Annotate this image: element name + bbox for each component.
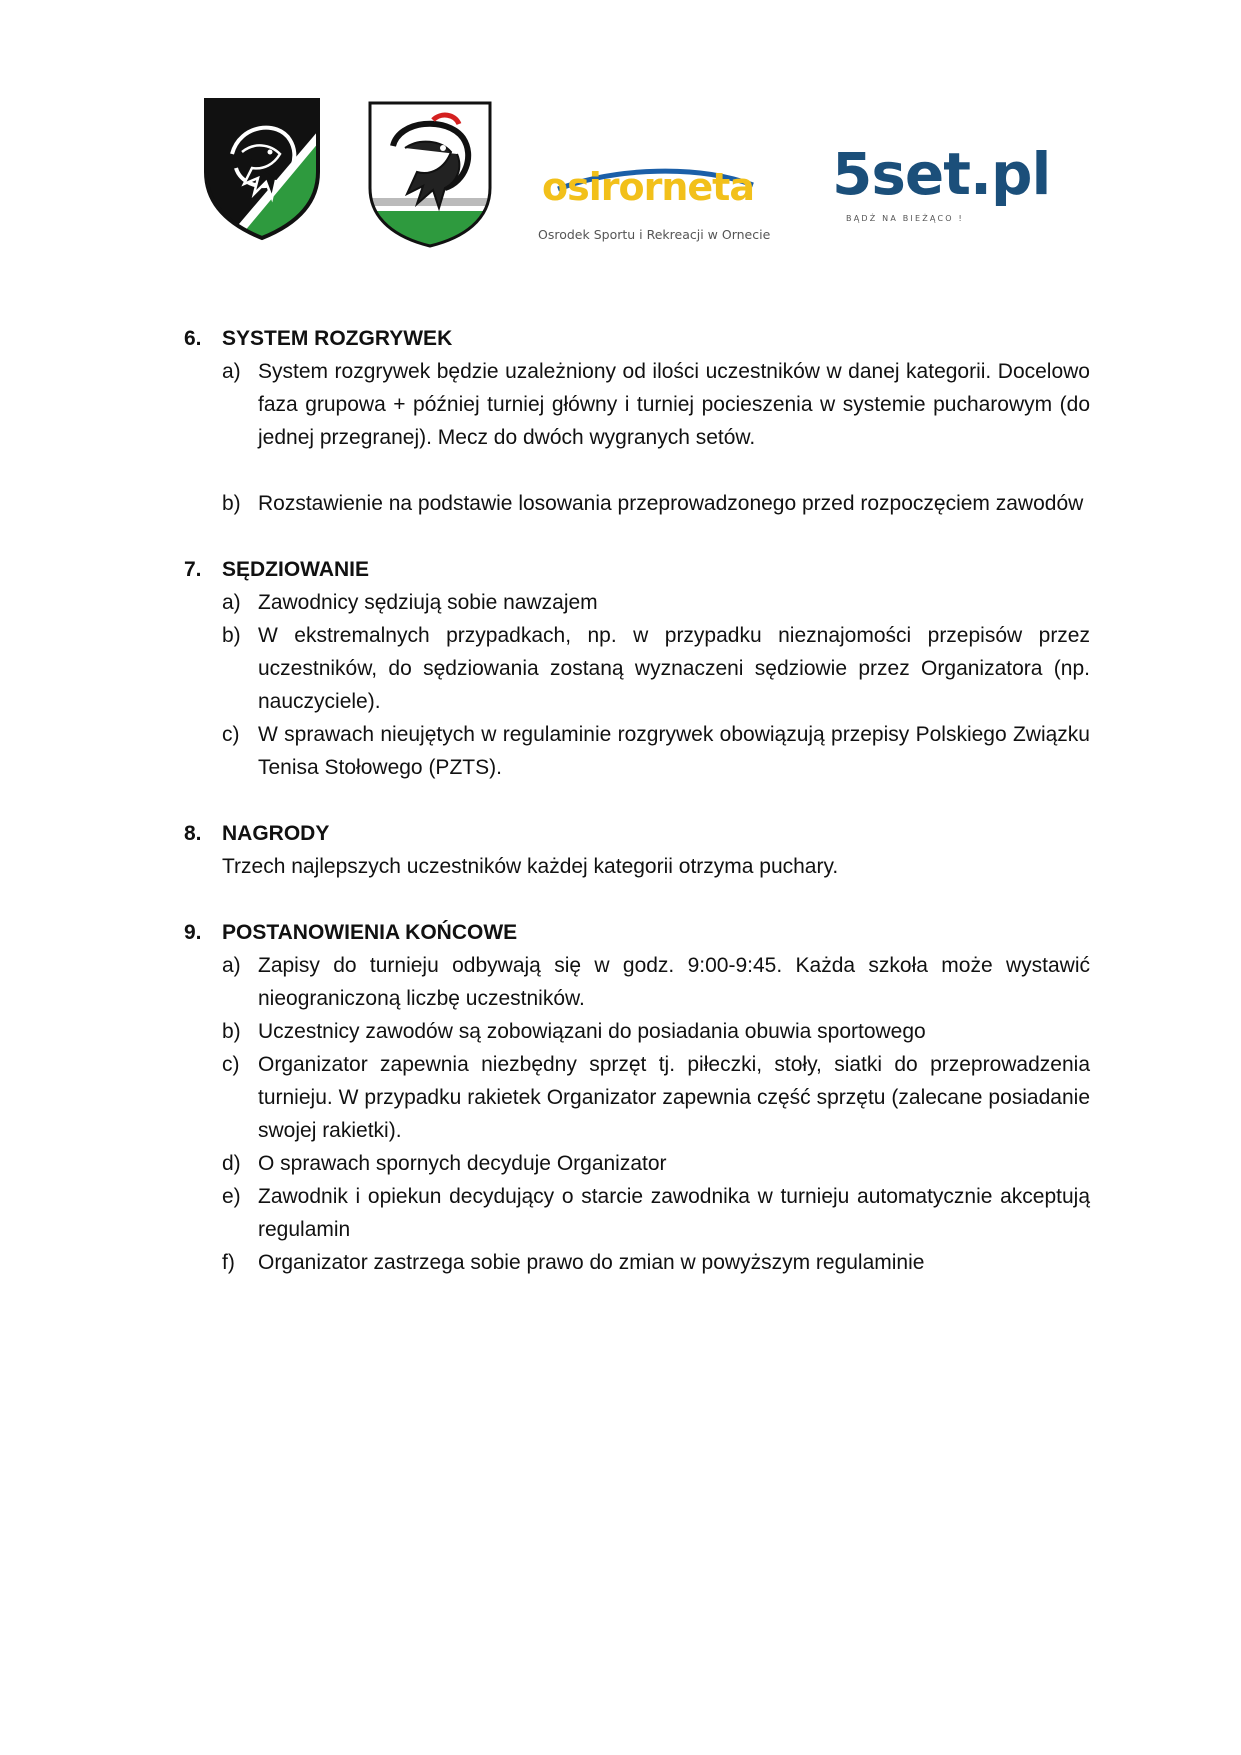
- list-item-letter: e): [222, 1185, 241, 1208]
- list-item-text: Organizator zastrzega sobie prawo do zmian w powyższym regulaminie: [258, 1251, 925, 1274]
- list-item-letter: b): [222, 624, 241, 647]
- list-item-text: System rozgrywek będzie uzależniony od ilości uczestników w danej kategorii. Docelowo faza grupowa + później turniej główny i turniej pocieszenia w systemie pucharowym (do jednej przegranej). Mecz do dwóch wygranych setów.: [258, 360, 1090, 449]
- section-number: 8.: [184, 822, 202, 845]
- section-heading: [184, 817, 1090, 850]
- document-body: [184, 322, 1090, 1312]
- dragon-shield-logo-white-green: [365, 98, 495, 250]
- list-item-letter: a): [222, 360, 241, 383]
- list-item: [184, 1015, 1090, 1048]
- list-item: [184, 487, 1090, 520]
- list-item-text: Uczestnicy zawodów są zobowiązani do posiadania obuwia sportowego: [258, 1020, 926, 1043]
- list-item-text: Organizator zapewnia niezbędny sprzęt tj. piłeczki, stoły, siatki do przeprowadzenia turnieju. W przypadku rakietek Organizator zapewnia część sprzętu (zalecane posiadanie swojej rakietki).: [258, 1053, 1090, 1142]
- list-item-text: Zawodnicy sędziują sobie nawzajem: [258, 591, 598, 614]
- list-item-letter: a): [222, 591, 241, 614]
- dragon-shield-logo-black-green: [200, 94, 324, 242]
- osir-orneta-logo: [538, 165, 778, 255]
- section-number: 9.: [184, 921, 202, 944]
- section-text: Trzech najlepszych uczestników każdej kategorii otrzyma puchary.: [222, 855, 839, 878]
- section-title: NAGRODY: [222, 822, 330, 845]
- list-item: [184, 949, 1090, 1015]
- section-number: 7.: [184, 558, 202, 581]
- list-item-letter: f): [222, 1251, 235, 1274]
- list-item-text: Rozstawienie na podstawie losowania przeprowadzonego przed rozpoczęciem zawodów: [258, 492, 1084, 515]
- list-item-text: Zawodnik i opiekun decydujący o starcie zawodnika w turnieju automatycznie akceptują regulamin: [258, 1185, 1090, 1241]
- list-item: [184, 1048, 1090, 1147]
- osir-logo-subtitle: Osrodek Sportu i Rekreacji w Ornecie: [538, 227, 771, 242]
- 5set-logo-tagline: BĄDŹ NA BIEŻĄCO !: [846, 214, 964, 223]
- section-heading: [184, 916, 1090, 949]
- section-title: SĘDZIOWANIE: [222, 558, 370, 581]
- section-heading: [184, 553, 1090, 586]
- section-postanowienia-koncowe: [184, 916, 1090, 1279]
- section-number: 6.: [184, 327, 202, 350]
- section-sedziowanie: [184, 553, 1090, 784]
- 5set-logo: [832, 140, 1051, 230]
- list-item: [184, 718, 1090, 784]
- list-item-letter: b): [222, 492, 241, 515]
- section-title: SYSTEM ROZGRYWEK: [222, 327, 453, 350]
- list-item-letter: d): [222, 1152, 241, 1175]
- 5set-logo-text: 5set.pl: [832, 140, 1051, 208]
- list-item: [184, 1180, 1090, 1246]
- list-item-letter: c): [222, 1053, 240, 1076]
- list-item-letter: c): [222, 723, 240, 746]
- section-title: POSTANOWIENIA KOŃCOWE: [222, 921, 518, 944]
- list-item: [184, 619, 1090, 718]
- section-nagrody: [184, 817, 1090, 883]
- list-item: [184, 586, 1090, 619]
- list-item-text: W ekstremalnych przypadkach, np. w przypadku nieznajomości przepisów przez uczestników, do sędziowania zostaną wyznaczeni sędziowie przez Organizatora (np. nauczyciele).: [258, 624, 1090, 713]
- list-item-letter: b): [222, 1020, 241, 1043]
- list-item-text: Zapisy do turnieju odbywają się w godz. 9:00-9:45. Każda szkoła może wystawić nieograniczoną liczbę uczestników.: [258, 954, 1090, 1010]
- list-item-text: W sprawach nieujętych w regulaminie rozgrywek obowiązują przepisy Polskiego Związku Tenisa Stołowego (PZTS).: [258, 723, 1090, 779]
- section-system-rozgrywek: [184, 322, 1090, 520]
- list-item: [184, 355, 1090, 454]
- list-item-letter: a): [222, 954, 241, 977]
- list-item-text: O sprawach spornych decyduje Organizator: [258, 1152, 667, 1175]
- osir-logo-text: osirorneta: [542, 165, 754, 209]
- list-item: [184, 1246, 1090, 1279]
- list-item: [184, 1147, 1090, 1180]
- section-heading: [184, 322, 1090, 355]
